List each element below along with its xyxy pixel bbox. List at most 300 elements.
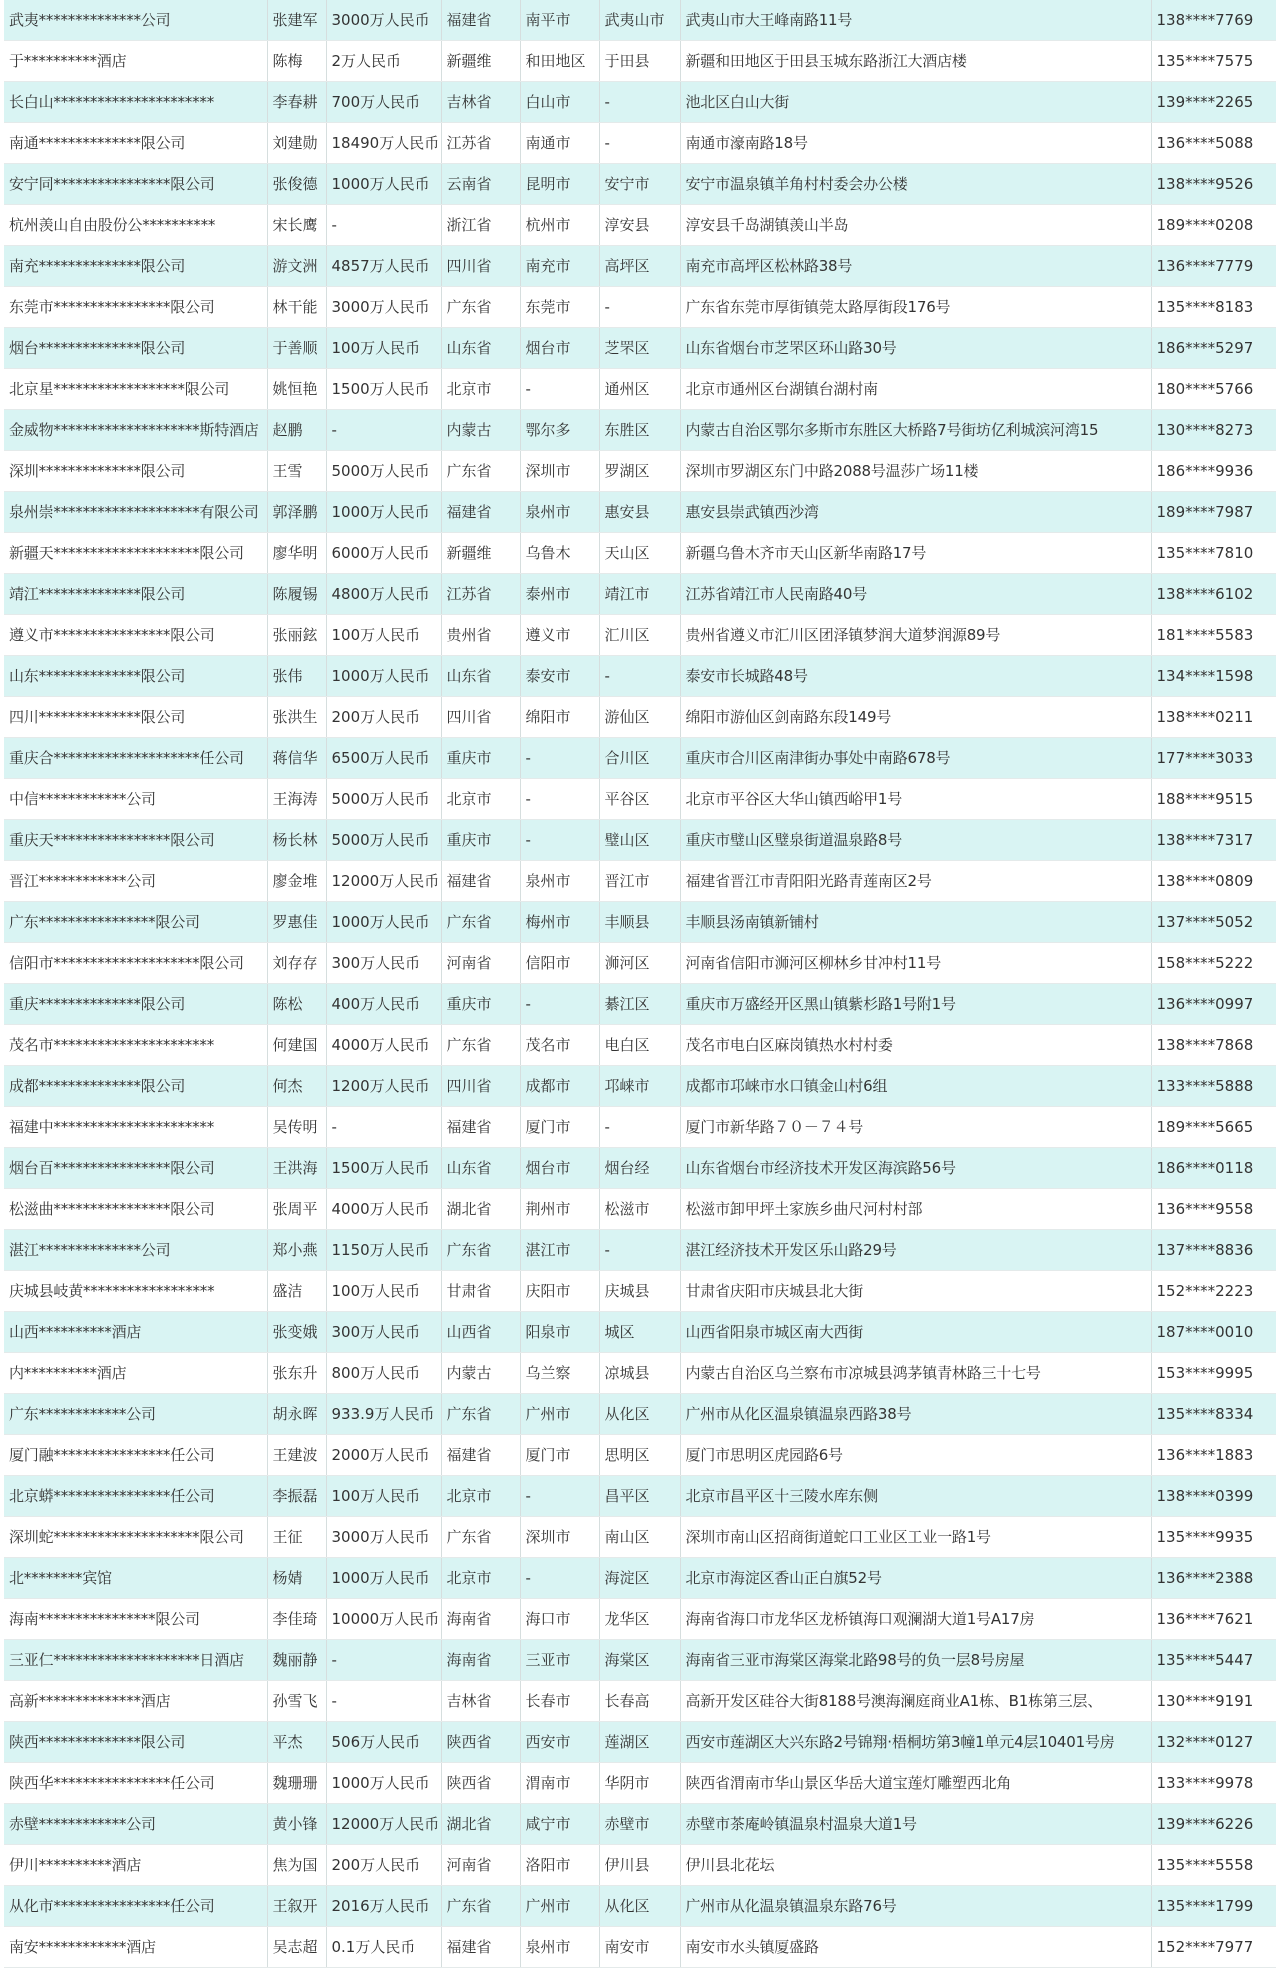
table-row xyxy=(4,287,1276,328)
phone-cell: 138****7868 xyxy=(1151,1025,1276,1066)
district-cell: 邛崃市 xyxy=(599,1066,680,1107)
province-cell: 山东省 xyxy=(441,328,520,369)
company-name-cell: 南充**************限公司 xyxy=(4,246,267,287)
city-cell: 三亚市 xyxy=(520,1640,599,1681)
district-cell: 平谷区 xyxy=(599,779,680,820)
table-row xyxy=(4,1230,1276,1271)
contact-person-cell: 郑小燕 xyxy=(267,1230,326,1271)
company-name-cell: 厦门融****************任公司 xyxy=(4,1435,267,1476)
phone-cell: 135****8183 xyxy=(1151,287,1276,328)
province-cell: 北京市 xyxy=(441,1476,520,1517)
city-cell: 深圳市 xyxy=(520,1517,599,1558)
province-cell: 福建省 xyxy=(441,492,520,533)
city-cell: 杭州市 xyxy=(520,205,599,246)
address-cell: 茂名市电白区麻岗镇热水村村委 xyxy=(680,1025,1151,1066)
contact-person-cell: 吴传明 xyxy=(267,1107,326,1148)
table-row xyxy=(4,1394,1276,1435)
city-cell: - xyxy=(520,820,599,861)
province-cell: 吉林省 xyxy=(441,1681,520,1722)
contact-person-cell: 魏珊珊 xyxy=(267,1763,326,1804)
province-cell: 内蒙古 xyxy=(441,1353,520,1394)
phone-cell: 137****5052 xyxy=(1151,902,1276,943)
table-row xyxy=(4,1517,1276,1558)
registered-capital-cell: 12000万人民币 xyxy=(326,1804,441,1845)
contact-person-cell: 罗惠佳 xyxy=(267,902,326,943)
contact-person-cell: 林干能 xyxy=(267,287,326,328)
district-cell: 汇川区 xyxy=(599,615,680,656)
phone-cell: 135****7810 xyxy=(1151,533,1276,574)
address-cell: 成都市邛崃市水口镇金山村6组 xyxy=(680,1066,1151,1107)
address-cell: 广州市从化温泉镇温泉东路76号 xyxy=(680,1886,1151,1927)
address-cell: 甘肃省庆阳市庆城县北大街 xyxy=(680,1271,1151,1312)
phone-cell: 130****8273 xyxy=(1151,410,1276,451)
district-cell: - xyxy=(599,82,680,123)
address-cell: 重庆市万盛经开区黑山镇紫杉路1号附1号 xyxy=(680,984,1151,1025)
registered-capital-cell: 6000万人民币 xyxy=(326,533,441,574)
phone-cell: 136****0997 xyxy=(1151,984,1276,1025)
district-cell: 昌平区 xyxy=(599,1476,680,1517)
company-name-cell: 晋江************公司 xyxy=(4,861,267,902)
province-cell: 广东省 xyxy=(441,287,520,328)
district-cell: 从化区 xyxy=(599,1886,680,1927)
phone-cell: 138****7317 xyxy=(1151,820,1276,861)
table-row xyxy=(4,1599,1276,1640)
contact-person-cell: 杨婧 xyxy=(267,1558,326,1599)
phone-cell: 135****5447 xyxy=(1151,1640,1276,1681)
table-row xyxy=(4,902,1276,943)
table-row xyxy=(4,492,1276,533)
company-name-cell: 深圳**************限公司 xyxy=(4,451,267,492)
registered-capital-cell: 3000万人民币 xyxy=(326,0,441,41)
company-name-cell: 信阳市********************限公司 xyxy=(4,943,267,984)
phone-cell: 186****9936 xyxy=(1151,451,1276,492)
city-cell: 烟台市 xyxy=(520,328,599,369)
address-cell: 武夷山市大王峰南路11号 xyxy=(680,0,1151,41)
district-cell: 游仙区 xyxy=(599,697,680,738)
registered-capital-cell: 200万人民币 xyxy=(326,1845,441,1886)
phone-cell: 152****7977 xyxy=(1151,1927,1276,1968)
contact-person-cell: 蒋信华 xyxy=(267,738,326,779)
city-cell: 深圳市 xyxy=(520,451,599,492)
city-cell: 厦门市 xyxy=(520,1435,599,1476)
contact-person-cell: 王叙开 xyxy=(267,1886,326,1927)
company-name-cell: 成都**************限公司 xyxy=(4,1066,267,1107)
city-cell: 泰安市 xyxy=(520,656,599,697)
registered-capital-cell: 300万人民币 xyxy=(326,1312,441,1353)
city-cell: 长春市 xyxy=(520,1681,599,1722)
company-name-cell: 广东****************限公司 xyxy=(4,902,267,943)
province-cell: 福建省 xyxy=(441,0,520,41)
address-cell: 山西省阳泉市城区南大西街 xyxy=(680,1312,1151,1353)
table-row xyxy=(4,82,1276,123)
province-cell: 吉林省 xyxy=(441,82,520,123)
contact-person-cell: 王征 xyxy=(267,1517,326,1558)
address-cell: 海南省三亚市海棠区海棠北路98号的负一层8号房屋 xyxy=(680,1640,1151,1681)
province-cell: 福建省 xyxy=(441,1435,520,1476)
registered-capital-cell: 1200万人民币 xyxy=(326,1066,441,1107)
registered-capital-cell: 2016万人民币 xyxy=(326,1886,441,1927)
province-cell: 甘肃省 xyxy=(441,1271,520,1312)
table-row xyxy=(4,779,1276,820)
phone-cell: 177****3033 xyxy=(1151,738,1276,779)
table-row xyxy=(4,451,1276,492)
contact-person-cell: 盛洁 xyxy=(267,1271,326,1312)
address-cell: 内蒙古自治区乌兰察布市凉城县鸿茅镇青林路三十七号 xyxy=(680,1353,1151,1394)
company-name-cell: 烟台**************限公司 xyxy=(4,328,267,369)
province-cell: 广东省 xyxy=(441,1394,520,1435)
contact-person-cell: 王洪海 xyxy=(267,1148,326,1189)
registered-capital-cell: 12000万人民币 xyxy=(326,861,441,902)
registered-capital-cell: 1000万人民币 xyxy=(326,1763,441,1804)
address-cell: 河南省信阳市浉河区柳林乡甘冲村11号 xyxy=(680,943,1151,984)
table-row xyxy=(4,1025,1276,1066)
province-cell: 福建省 xyxy=(441,1107,520,1148)
table-row xyxy=(4,820,1276,861)
company-name-cell: 松滋曲****************限公司 xyxy=(4,1189,267,1230)
registered-capital-cell: 1000万人民币 xyxy=(326,164,441,205)
table-row xyxy=(4,574,1276,615)
registered-capital-cell: 4000万人民币 xyxy=(326,1189,441,1230)
city-cell: 乌兰察 xyxy=(520,1353,599,1394)
city-cell: 遵义市 xyxy=(520,615,599,656)
city-cell: 和田地区 xyxy=(520,41,599,82)
city-cell: 湛江市 xyxy=(520,1230,599,1271)
phone-cell: 186****5297 xyxy=(1151,328,1276,369)
company-name-cell: 福建中********************** xyxy=(4,1107,267,1148)
city-cell: 东莞市 xyxy=(520,287,599,328)
registered-capital-cell: 6500万人民币 xyxy=(326,738,441,779)
contact-person-cell: 张东升 xyxy=(267,1353,326,1394)
phone-cell: 189****7987 xyxy=(1151,492,1276,533)
address-cell: 重庆市合川区南津街办事处中南路678号 xyxy=(680,738,1151,779)
company-name-cell: 东莞市****************限公司 xyxy=(4,287,267,328)
phone-cell: 138****9526 xyxy=(1151,164,1276,205)
city-cell: 信阳市 xyxy=(520,943,599,984)
company-name-cell: 陕西华****************任公司 xyxy=(4,1763,267,1804)
registered-capital-cell: 400万人民币 xyxy=(326,984,441,1025)
table-row xyxy=(4,738,1276,779)
province-cell: 内蒙古 xyxy=(441,410,520,451)
province-cell: 重庆市 xyxy=(441,738,520,779)
city-cell: 南充市 xyxy=(520,246,599,287)
phone-cell: 138****6102 xyxy=(1151,574,1276,615)
contact-person-cell: 张俊德 xyxy=(267,164,326,205)
phone-cell: 189****5665 xyxy=(1151,1107,1276,1148)
phone-cell: 138****7769 xyxy=(1151,0,1276,41)
province-cell: 云南省 xyxy=(441,164,520,205)
district-cell: 庆城县 xyxy=(599,1271,680,1312)
contact-person-cell: 张洪生 xyxy=(267,697,326,738)
table-row xyxy=(4,328,1276,369)
phone-cell: 158****5222 xyxy=(1151,943,1276,984)
district-cell: 海棠区 xyxy=(599,1640,680,1681)
city-cell: 鄂尔多 xyxy=(520,410,599,451)
company-name-cell: 南安************酒店 xyxy=(4,1927,267,1968)
company-name-cell: 遵义市****************限公司 xyxy=(4,615,267,656)
contact-person-cell: 陈履锡 xyxy=(267,574,326,615)
contact-person-cell: 王建波 xyxy=(267,1435,326,1476)
company-table xyxy=(4,0,1276,1968)
table-row xyxy=(4,1681,1276,1722)
phone-cell: 135****1799 xyxy=(1151,1886,1276,1927)
province-cell: 山东省 xyxy=(441,1148,520,1189)
contact-person-cell: 张周平 xyxy=(267,1189,326,1230)
district-cell: 东胜区 xyxy=(599,410,680,451)
company-name-cell: 内**********酒店 xyxy=(4,1353,267,1394)
address-cell: 湛江经济技术开发区乐山路29号 xyxy=(680,1230,1151,1271)
company-name-cell: 深圳蛇********************限公司 xyxy=(4,1517,267,1558)
table-row xyxy=(4,123,1276,164)
table-row xyxy=(4,164,1276,205)
company-name-cell: 伊川**********酒店 xyxy=(4,1845,267,1886)
district-cell: 淳安县 xyxy=(599,205,680,246)
registered-capital-cell: 100万人民币 xyxy=(326,1271,441,1312)
contact-person-cell: 刘建勋 xyxy=(267,123,326,164)
contact-person-cell: 王海涛 xyxy=(267,779,326,820)
registered-capital-cell: 700万人民币 xyxy=(326,82,441,123)
table-row xyxy=(4,369,1276,410)
contact-person-cell: 何杰 xyxy=(267,1066,326,1107)
province-cell: 山东省 xyxy=(441,656,520,697)
contact-person-cell: 黄小锋 xyxy=(267,1804,326,1845)
contact-person-cell: 张变娥 xyxy=(267,1312,326,1353)
company-name-cell: 新疆天********************限公司 xyxy=(4,533,267,574)
table-row xyxy=(4,41,1276,82)
city-cell: 厦门市 xyxy=(520,1107,599,1148)
city-cell: 庆阳市 xyxy=(520,1271,599,1312)
province-cell: 陕西省 xyxy=(441,1722,520,1763)
city-cell: 南平市 xyxy=(520,0,599,41)
city-cell: 泉州市 xyxy=(520,1927,599,1968)
registered-capital-cell: 1000万人民币 xyxy=(326,656,441,697)
district-cell: 思明区 xyxy=(599,1435,680,1476)
district-cell: - xyxy=(599,656,680,697)
address-cell: 山东省烟台市经济技术开发区海滨路56号 xyxy=(680,1148,1151,1189)
address-cell: 安宁市温泉镇羊角村村委会办公楼 xyxy=(680,164,1151,205)
phone-cell: 135****8334 xyxy=(1151,1394,1276,1435)
registered-capital-cell: 100万人民币 xyxy=(326,615,441,656)
company-name-cell: 庆城县岐黄****************** xyxy=(4,1271,267,1312)
address-cell: 淳安县千岛湖镇羡山半岛 xyxy=(680,205,1151,246)
registered-capital-cell: 506万人民币 xyxy=(326,1722,441,1763)
province-cell: 广东省 xyxy=(441,902,520,943)
address-cell: 贵州省遵义市汇川区团泽镇梦润大道梦润源89号 xyxy=(680,615,1151,656)
district-cell: 璧山区 xyxy=(599,820,680,861)
registered-capital-cell: 1500万人民币 xyxy=(326,1148,441,1189)
city-cell: 荆州市 xyxy=(520,1189,599,1230)
province-cell: 重庆市 xyxy=(441,820,520,861)
table-row xyxy=(4,697,1276,738)
district-cell: 南山区 xyxy=(599,1517,680,1558)
district-cell: - xyxy=(599,1230,680,1271)
table-row xyxy=(4,533,1276,574)
registered-capital-cell: 2万人民币 xyxy=(326,41,441,82)
address-cell: 新疆乌鲁木齐市天山区新华南路17号 xyxy=(680,533,1151,574)
contact-person-cell: 于善顺 xyxy=(267,328,326,369)
table-row xyxy=(4,1845,1276,1886)
province-cell: 北京市 xyxy=(441,779,520,820)
phone-cell: 137****8836 xyxy=(1151,1230,1276,1271)
district-cell: 长春高 xyxy=(599,1681,680,1722)
table-row xyxy=(4,1353,1276,1394)
contact-person-cell: 陈梅 xyxy=(267,41,326,82)
province-cell: 广东省 xyxy=(441,1517,520,1558)
province-cell: 河南省 xyxy=(441,943,520,984)
district-cell: 天山区 xyxy=(599,533,680,574)
company-name-cell: 泉州崇********************有限公司 xyxy=(4,492,267,533)
phone-cell: 152****2223 xyxy=(1151,1271,1276,1312)
district-cell: 赤壁市 xyxy=(599,1804,680,1845)
district-cell: - xyxy=(599,287,680,328)
contact-person-cell: 何建国 xyxy=(267,1025,326,1066)
address-cell: 泰安市长城路48号 xyxy=(680,656,1151,697)
table-body xyxy=(4,0,1276,1968)
district-cell: 莲湖区 xyxy=(599,1722,680,1763)
company-name-cell: 山西**********酒店 xyxy=(4,1312,267,1353)
city-cell: 洛阳市 xyxy=(520,1845,599,1886)
table-row xyxy=(4,1558,1276,1599)
phone-cell: 138****0399 xyxy=(1151,1476,1276,1517)
table-row xyxy=(4,1148,1276,1189)
contact-person-cell: 张伟 xyxy=(267,656,326,697)
table-row xyxy=(4,1763,1276,1804)
city-cell: 渭南市 xyxy=(520,1763,599,1804)
table-row xyxy=(4,1722,1276,1763)
registered-capital-cell: 100万人民币 xyxy=(326,1476,441,1517)
contact-person-cell: 李佳琦 xyxy=(267,1599,326,1640)
district-cell: 松滋市 xyxy=(599,1189,680,1230)
district-cell: 芝罘区 xyxy=(599,328,680,369)
phone-cell: 134****1598 xyxy=(1151,656,1276,697)
address-cell: 松滋市卸甲坪土家族乡曲尺河村村部 xyxy=(680,1189,1151,1230)
province-cell: 江苏省 xyxy=(441,574,520,615)
address-cell: 江苏省靖江市人民南路40号 xyxy=(680,574,1151,615)
district-cell: 綦江区 xyxy=(599,984,680,1025)
table-row xyxy=(4,205,1276,246)
address-cell: 伊川县北花坛 xyxy=(680,1845,1151,1886)
address-cell: 北京市通州区台湖镇台湖村南 xyxy=(680,369,1151,410)
table-row xyxy=(4,0,1276,41)
district-cell: 烟台经 xyxy=(599,1148,680,1189)
address-cell: 赤壁市茶庵岭镇温泉村温泉大道1号 xyxy=(680,1804,1151,1845)
district-cell: 武夷山市 xyxy=(599,0,680,41)
city-cell: - xyxy=(520,984,599,1025)
province-cell: 海南省 xyxy=(441,1599,520,1640)
district-cell: 高坪区 xyxy=(599,246,680,287)
phone-cell: 180****5766 xyxy=(1151,369,1276,410)
registered-capital-cell: 1150万人民币 xyxy=(326,1230,441,1271)
contact-person-cell: 李振磊 xyxy=(267,1476,326,1517)
address-cell: 北京市海淀区香山正白旗52号 xyxy=(680,1558,1151,1599)
district-cell: 惠安县 xyxy=(599,492,680,533)
registered-capital-cell: 1500万人民币 xyxy=(326,369,441,410)
province-cell: 四川省 xyxy=(441,697,520,738)
city-cell: 海口市 xyxy=(520,1599,599,1640)
phone-cell: 136****5088 xyxy=(1151,123,1276,164)
registered-capital-cell: 3000万人民币 xyxy=(326,1517,441,1558)
table-row xyxy=(4,246,1276,287)
registered-capital-cell: 2000万人民币 xyxy=(326,1435,441,1476)
district-cell: 丰顺县 xyxy=(599,902,680,943)
company-name-cell: 长白山********************** xyxy=(4,82,267,123)
province-cell: 海南省 xyxy=(441,1640,520,1681)
city-cell: - xyxy=(520,1476,599,1517)
contact-person-cell: 王雪 xyxy=(267,451,326,492)
table-row xyxy=(4,1271,1276,1312)
city-cell: - xyxy=(520,369,599,410)
registered-capital-cell: 800万人民币 xyxy=(326,1353,441,1394)
table-row xyxy=(4,943,1276,984)
district-cell: 浉河区 xyxy=(599,943,680,984)
address-cell: 丰顺县汤南镇新铺村 xyxy=(680,902,1151,943)
contact-person-cell: 张建军 xyxy=(267,0,326,41)
contact-person-cell: 杨长林 xyxy=(267,820,326,861)
company-name-cell: 靖江**************限公司 xyxy=(4,574,267,615)
table-row xyxy=(4,1312,1276,1353)
registered-capital-cell: 1000万人民币 xyxy=(326,902,441,943)
city-cell: 烟台市 xyxy=(520,1148,599,1189)
address-cell: 新疆和田地区于田县玉城东路浙江大酒店楼 xyxy=(680,41,1151,82)
table-row xyxy=(4,1927,1276,1968)
address-cell: 厦门市新华路７０－７４号 xyxy=(680,1107,1151,1148)
district-cell: 合川区 xyxy=(599,738,680,779)
contact-person-cell: 胡永晖 xyxy=(267,1394,326,1435)
province-cell: 广东省 xyxy=(441,1886,520,1927)
company-name-cell: 陕西**************限公司 xyxy=(4,1722,267,1763)
table-row xyxy=(4,1476,1276,1517)
company-name-cell: 赤壁************公司 xyxy=(4,1804,267,1845)
address-cell: 北京市昌平区十三陵水库东侧 xyxy=(680,1476,1151,1517)
phone-cell: 136****7621 xyxy=(1151,1599,1276,1640)
company-name-cell: 于**********酒店 xyxy=(4,41,267,82)
phone-cell: 186****0118 xyxy=(1151,1148,1276,1189)
district-cell: 海淀区 xyxy=(599,1558,680,1599)
district-cell: 晋江市 xyxy=(599,861,680,902)
table-row xyxy=(4,984,1276,1025)
city-cell: 泰州市 xyxy=(520,574,599,615)
province-cell: 广东省 xyxy=(441,1230,520,1271)
province-cell: 湖北省 xyxy=(441,1189,520,1230)
phone-cell: 130****9191 xyxy=(1151,1681,1276,1722)
address-cell: 广东省东莞市厚街镇莞太路厚街段176号 xyxy=(680,287,1151,328)
contact-person-cell: 刘存存 xyxy=(267,943,326,984)
phone-cell: 188****9515 xyxy=(1151,779,1276,820)
province-cell: 北京市 xyxy=(441,1558,520,1599)
company-name-cell: 杭州羡山自由股份公********** xyxy=(4,205,267,246)
address-cell: 南通市濠南路18号 xyxy=(680,123,1151,164)
contact-person-cell: 孙雪飞 xyxy=(267,1681,326,1722)
phone-cell: 135****9935 xyxy=(1151,1517,1276,1558)
address-cell: 池北区白山大街 xyxy=(680,82,1151,123)
registered-capital-cell: - xyxy=(326,410,441,451)
table-row xyxy=(4,1804,1276,1845)
company-name-cell: 重庆天****************限公司 xyxy=(4,820,267,861)
company-name-cell: 湛江**************公司 xyxy=(4,1230,267,1271)
table-row xyxy=(4,1189,1276,1230)
contact-person-cell: 平杰 xyxy=(267,1722,326,1763)
company-name-cell: 中信************公司 xyxy=(4,779,267,820)
district-cell: 南安市 xyxy=(599,1927,680,1968)
district-cell: 罗湖区 xyxy=(599,451,680,492)
phone-cell: 139****2265 xyxy=(1151,82,1276,123)
company-name-cell: 山东**************限公司 xyxy=(4,656,267,697)
contact-person-cell: 游文洲 xyxy=(267,246,326,287)
city-cell: 昆明市 xyxy=(520,164,599,205)
province-cell: 浙江省 xyxy=(441,205,520,246)
address-cell: 山东省烟台市芝罘区环山路30号 xyxy=(680,328,1151,369)
table-row xyxy=(4,1066,1276,1107)
registered-capital-cell: 4800万人民币 xyxy=(326,574,441,615)
